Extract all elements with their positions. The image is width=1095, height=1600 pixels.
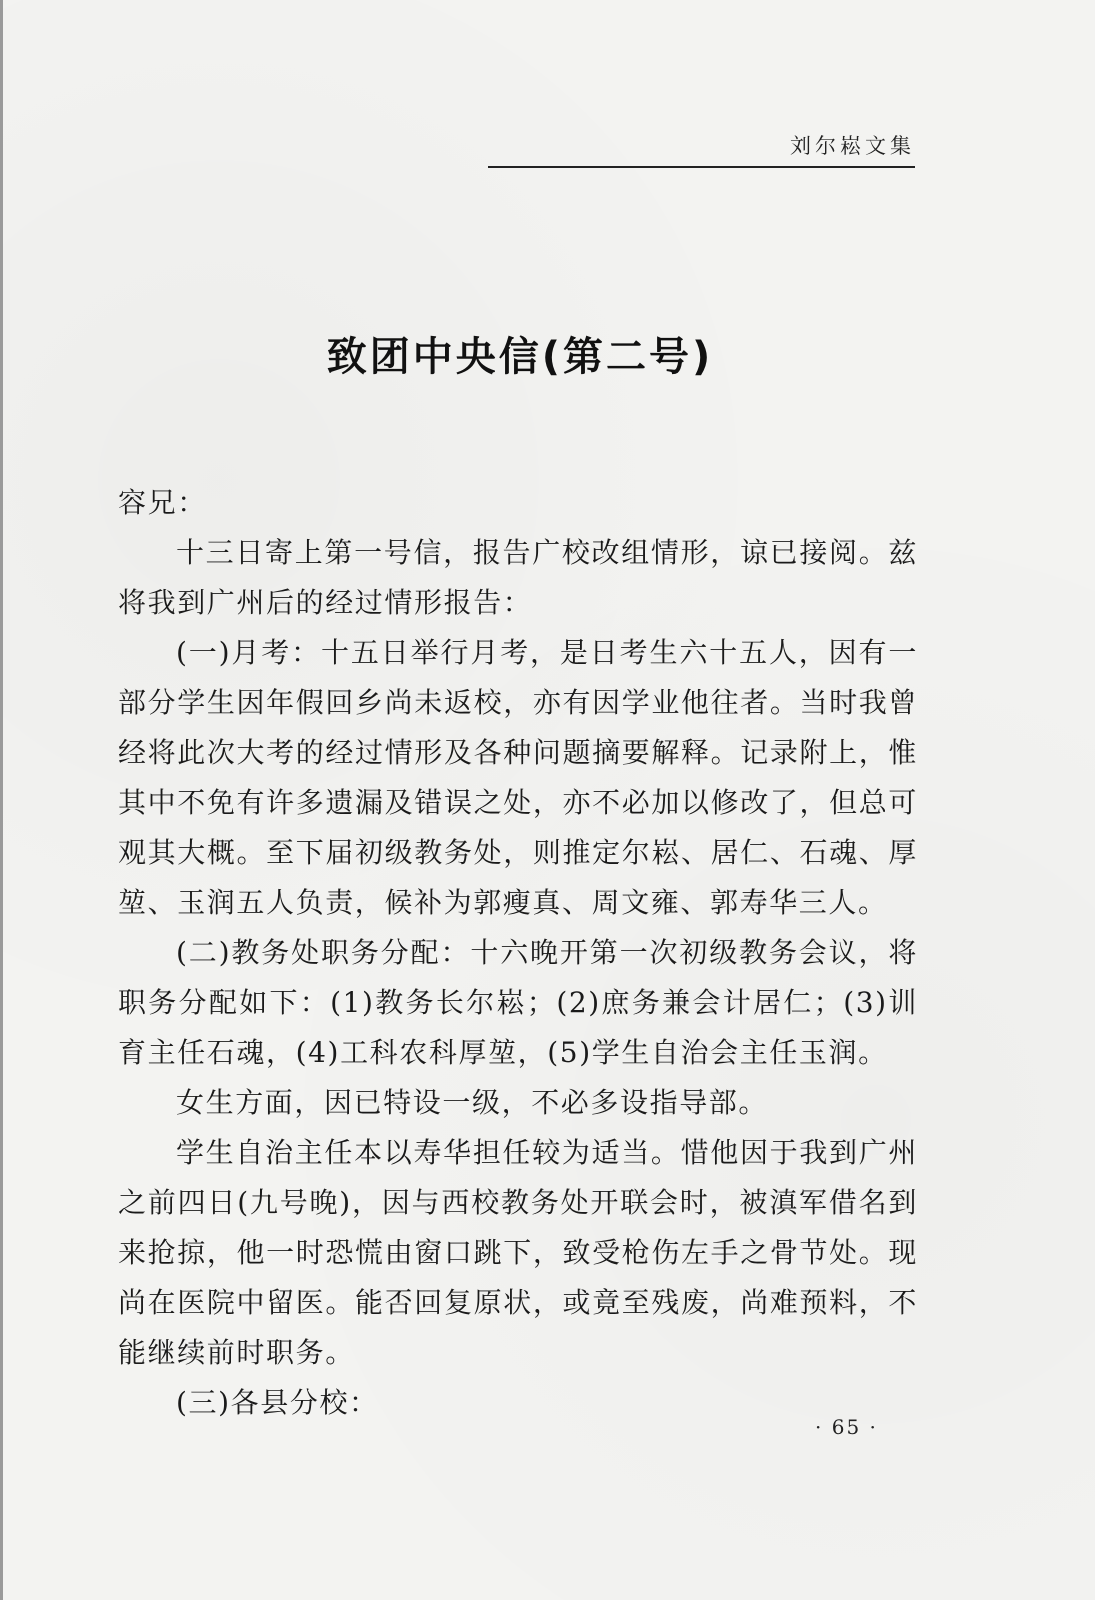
letter-title: 致团中央信(第二号) [326,334,714,380]
running-header: 刘尔崧文集 [790,134,915,158]
page-number: · 65 · [815,1415,878,1439]
paragraph-student-council: 学生自治主任本以寿华担任较为适当。惜他因于我到广州之前四日(九号晚)，因与西校教务处开联会时，被滇军借名到来抢掠，他一时恐慌由窗口跳下，致受枪伤左手之骨节处。现尚在医院中留医。能否回复原状，或竟至残废，尚难预料，不能继续前时职务。 [118,1136,918,1369]
paragraph-intro: 十三日寄上第一号信，报告广校改组情形，谅已接阅。兹将我到广州后的经过情形报告： [118,536,918,619]
paragraph-monthly-exam: (一)月考：十五日举行月考，是日考生六十五人，因有一部分学生因年假回乡尚未返校，亦有因学业他往者。当时我曾经将此次大考的经过情形及各种问题摘要解释。记录附上，惟其中不免有许多遗漏及错误之处，亦不必加以修改了，但总可观其大概。至下届初级教务处，则推定尔崧、居仁、石魂、厚堃、玉润五人负责，候补为郭瘦真、周文雍、郭寿华三人。 [118,636,918,919]
header-rule [488,166,915,168]
scan-edge [0,0,3,1600]
paragraph-duty-assignment: (二)教务处职务分配：十六晚开第一次初级教务会议，将职务分配如下：(1)教务长尔崧；(2)庶务兼会计居仁；(3)训育主任石魂，(4)工科农科厚堃，(5)学生自治会主任玉润。 [118,936,918,1069]
paragraph-female-students: 女生方面，因已特设一级，不必多设指导部。 [176,1086,769,1119]
letter-body [118,478,918,1428]
salutation: 容兄： [118,486,207,519]
paragraph-county-branches: (三)各县分校： [176,1386,379,1419]
